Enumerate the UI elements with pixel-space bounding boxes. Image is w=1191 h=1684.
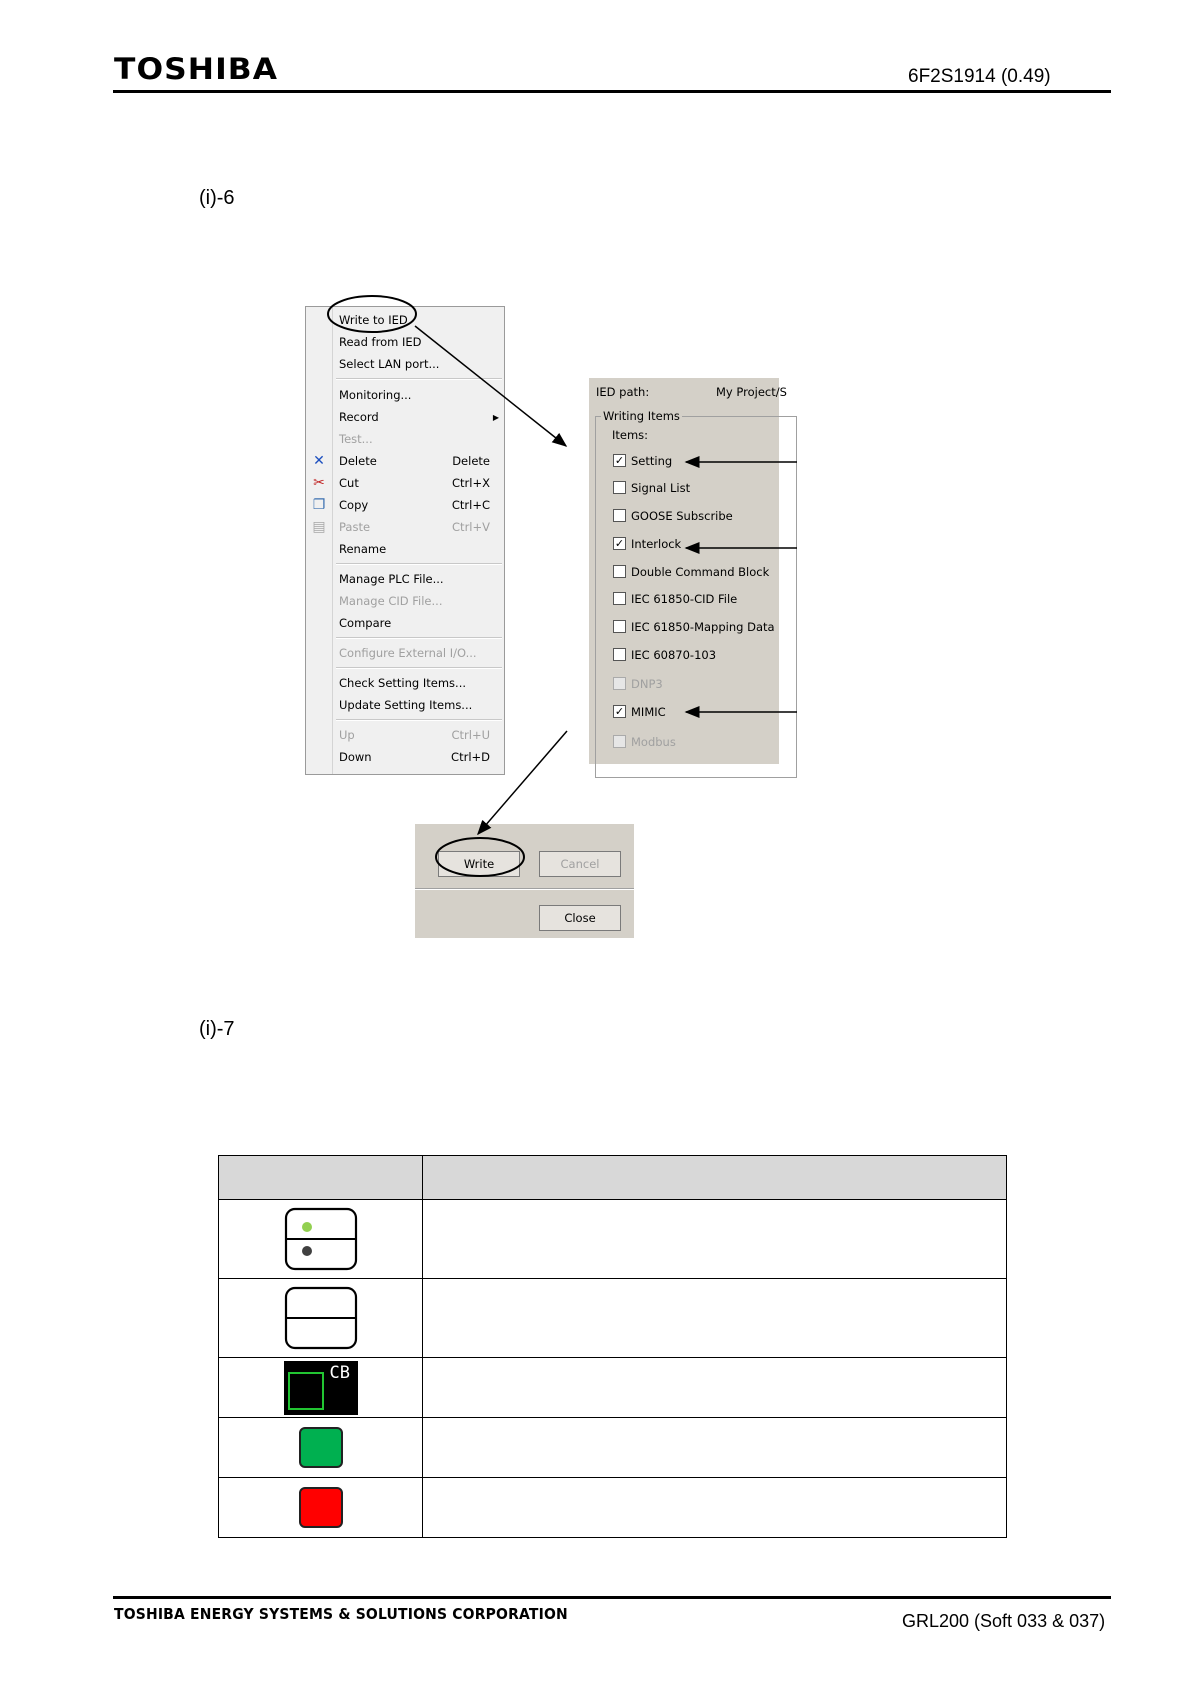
step-label-7: (i)-7: [199, 1018, 235, 1040]
shortcut-delete: Delete: [452, 454, 490, 468]
footer-rule: [113, 1596, 1111, 1599]
menu-item-monitoring[interactable]: Monitoring...: [339, 388, 412, 402]
modbus-label: Modbus: [631, 735, 676, 749]
mimic-label: MIMIC: [631, 705, 666, 719]
close-button[interactable]: Close: [539, 905, 621, 931]
menu-item-compare[interactable]: Compare: [339, 616, 392, 630]
setting-checkbox[interactable]: ✓: [614, 454, 625, 467]
mimic-checkbox[interactable]: ✓: [614, 705, 625, 718]
table-cell: [423, 1418, 1007, 1478]
table-row: [219, 1279, 1007, 1358]
led-pair-icon: [283, 1206, 359, 1272]
cb-text: CB: [329, 1362, 350, 1383]
shortcut-copy: Ctrl+C: [451, 498, 490, 512]
menu-item-configure-external-io: Configure External I/O...: [339, 646, 477, 660]
menu-item-cut[interactable]: Cut: [339, 476, 359, 490]
write-to-ied-highlight-oval: [328, 296, 416, 332]
table-row: [219, 1418, 1007, 1478]
table-cell: [219, 1418, 423, 1478]
scissors-icon: ✂: [313, 475, 325, 491]
double-command-block-label: Double Command Block: [631, 565, 770, 579]
signal-list-label: Signal List: [631, 481, 691, 495]
table-row: [219, 1478, 1007, 1538]
submenu-arrow-icon: ▶: [492, 413, 499, 422]
writing-items-title: Writing Items: [603, 409, 680, 423]
iec61850-cid-file-label: IEC 61850-CID File: [631, 592, 738, 606]
shortcut-down: Ctrl+D: [451, 750, 490, 764]
table-cell: [423, 1200, 1007, 1279]
symbol-table: [218, 1155, 1007, 1538]
toshiba-logo: TOSHIBA: [114, 52, 279, 86]
items-label: Items:: [612, 428, 649, 442]
menu-item-manage-cid-file: Manage CID File...: [339, 594, 443, 608]
cancel-button: Cancel: [539, 851, 621, 877]
shortcut-up: Ctrl+U: [451, 728, 490, 742]
red-square-icon: [299, 1487, 343, 1528]
write-button-highlight-oval: [436, 838, 524, 876]
green-square-icon: [299, 1427, 343, 1468]
menu-item-manage-plc-file[interactable]: Manage PLC File...: [339, 572, 444, 586]
setting-label: Setting: [631, 454, 673, 468]
iec61850-mapping-data-label: IEC 61850-Mapping Data: [631, 620, 775, 634]
menu-item-update-setting-items[interactable]: Update Setting Items...: [339, 698, 473, 712]
interlock-checkbox[interactable]: ✓: [614, 537, 625, 550]
menu-item-select-lan-port[interactable]: Select LAN port...: [339, 357, 440, 371]
menu-item-test: Test...: [339, 432, 373, 446]
cb-square: [288, 1372, 324, 1410]
table-cell: [423, 1279, 1007, 1358]
interlock-label: Interlock: [631, 537, 682, 551]
copy-icon: ❐: [312, 497, 326, 513]
table-row: [219, 1358, 1007, 1418]
table-header-cell: [219, 1156, 423, 1200]
cb-icon: [284, 1361, 358, 1415]
menu-item-write-to-ied[interactable]: Write to IED: [339, 313, 408, 327]
dnp3-label: DNP3: [631, 677, 663, 691]
split-box-icon: [283, 1285, 359, 1351]
table-header-row: [219, 1156, 1007, 1200]
menu-item-rename[interactable]: Rename: [339, 542, 387, 556]
menu-item-read-from-ied[interactable]: Read from IED: [339, 335, 422, 349]
menu-item-record[interactable]: Record: [339, 410, 379, 424]
menu-item-copy[interactable]: Copy: [339, 498, 369, 512]
table-cell: [219, 1358, 423, 1418]
ied-path-value: My Project/S: [716, 385, 787, 399]
menu-item-up: Up: [339, 728, 355, 742]
arrow-to-panel: [415, 326, 566, 446]
step-label-6: (i)-6: [199, 187, 235, 209]
table-cell: [219, 1478, 423, 1538]
table-row: [219, 1200, 1007, 1279]
document-number: 6F2S1914 (0.49): [908, 66, 1051, 87]
table-cell: [423, 1478, 1007, 1538]
paste-icon: ▤: [312, 519, 326, 535]
shortcut-cut: Ctrl+X: [452, 476, 490, 490]
table-cell: [423, 1358, 1007, 1418]
shortcut-paste: Ctrl+V: [452, 520, 490, 534]
iec60870-103-label: IEC 60870-103: [631, 648, 717, 662]
menu-item-delete[interactable]: Delete: [339, 454, 377, 468]
table-cell: [219, 1200, 423, 1279]
goose-subscribe-label: GOOSE Subscribe: [631, 509, 733, 523]
delete-x-icon: ✕: [313, 453, 325, 469]
arrow-to-write-button: [478, 731, 567, 834]
footer-company: TOSHIBA ENERGY SYSTEMS & SOLUTIONS CORPORATION: [114, 1605, 568, 1623]
write-button[interactable]: Write: [438, 851, 520, 877]
table-cell: [219, 1279, 423, 1358]
menu-item-paste: Paste: [339, 520, 371, 534]
table-header-cell: [423, 1156, 1007, 1200]
menu-item-check-setting-items[interactable]: Check Setting Items...: [339, 676, 466, 690]
ied-path-label: IED path:: [596, 385, 650, 399]
footer-product: GRL200 (Soft 033 & 037): [902, 1611, 1106, 1631]
menu-item-down[interactable]: Down: [339, 750, 372, 764]
